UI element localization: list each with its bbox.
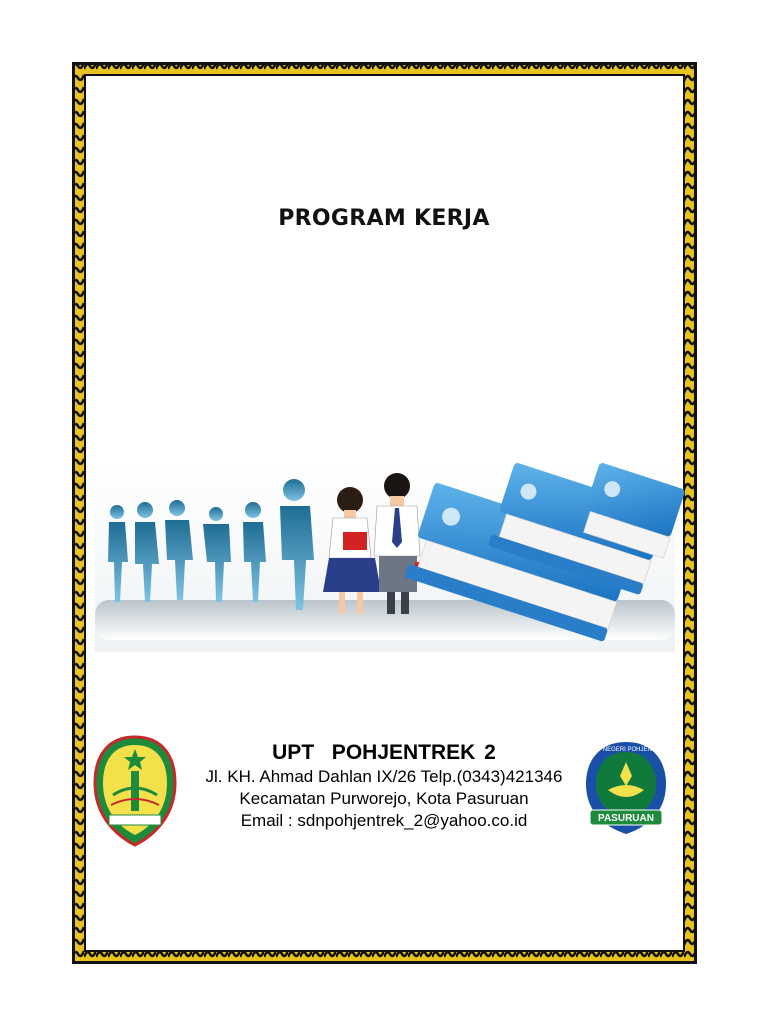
- document-title: PROGRAM KERJA: [278, 206, 490, 231]
- school-name: UPT POHJENTREK 2: [272, 741, 496, 764]
- badge-arc-text: UPT SD NEGERI POHJENTREK 2: [579, 747, 673, 753]
- banner-illustration: [95, 462, 675, 652]
- school-district: Kecamatan Purworejo, Kota Pasuruan: [239, 789, 529, 808]
- school-info-block: [180, 740, 588, 832]
- city-emblem-logo: [93, 735, 177, 847]
- school-email: Email : sdnpohjentrek_2@yahoo.co.id: [240, 811, 528, 830]
- badge-label: PASURUAN: [598, 813, 654, 824]
- school-address: Jl. KH. Ahmad Dahlan IX/26 Telp.(0343)421346: [205, 767, 563, 786]
- school-badge-logo: [579, 740, 673, 838]
